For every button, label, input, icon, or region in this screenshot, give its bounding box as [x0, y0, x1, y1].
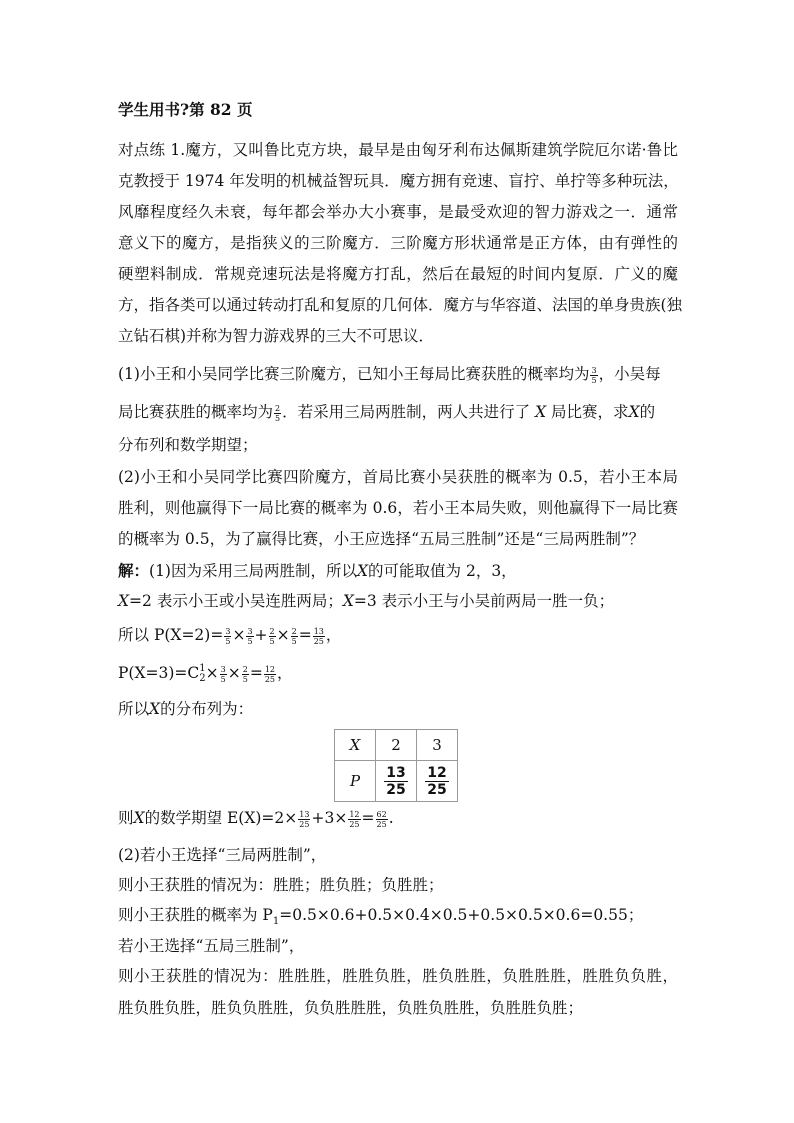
intro-line-1: 对点练 1.魔方，又叫鲁比克方块，最早是由匈牙利布达佩斯建筑学院厄尔诺·鲁比 — [118, 141, 678, 159]
intro-line-4: 意义下的魔方，是指狭义的三阶魔方．三阶魔方形状通常是正方体，由有弹性的 — [118, 234, 678, 252]
solution-line-2: X=2 表示小王或小吴连胜两局；X=3 表示小王与小吴前两局一胜一负； — [118, 592, 615, 610]
table-cell: 2 — [376, 730, 417, 761]
table-cell: 3 — [417, 730, 458, 761]
distribution-table — [334, 729, 458, 802]
solution-line-12: 胜负胜负胜，胜负负胜胜，负负胜胜胜，负胜负胜胜，负胜胜负胜； — [118, 999, 584, 1017]
page-header: 学生用书?第 82 页 — [118, 100, 253, 119]
table-cell: P — [335, 761, 376, 802]
solution-line-1: 解：(1)因为采用三局两胜制，所以X的可能取值为 2，3， — [118, 561, 517, 580]
table-cell: $\frac{12}{25}$ — [417, 761, 458, 802]
intro-line-6: 方，指各类可以通过转动打乱和复原的几何体．魔方与华容道、法国的单身贵族(独 — [118, 296, 683, 314]
question-2-line-2: 胜利，则他赢得下一局比赛的概率为 0.6，若小王本局失败，则他赢得下一局比赛 — [118, 499, 678, 517]
solution-line-6: 则X的数学期望 E(X)=2× $\frac{13}{25}$ +3× $\frac{12}{25}$ = $\frac{62}{25}$ . — [118, 809, 394, 829]
solution-line-4: P(X=3)=C 1 2 × $\frac{3}{5}$ × $\frac{2}{5}$ = $\frac{12}{25}$ ， — [118, 663, 293, 684]
fraction: $\frac{2}{5}$ — [275, 403, 281, 423]
question-2-line-3: 的概率为 0.5，为了赢得比赛，小王应选择“五局三胜制”还是“三局两胜制”？ — [118, 530, 645, 548]
intro-line-5: 硬塑料制成．常规竞速玩法是将魔方打乱，然后在最短的时间内复原．广义的魔 — [118, 265, 678, 283]
table-row — [335, 730, 458, 761]
solution-line-3: 所以 P(X=2)= $\frac{3}{5}$ × $\frac{3}{5}$ + $\frac{2}{5}$ × $\frac{2}{5}$ = $\frac{13}{25}$ ， — [118, 626, 342, 646]
solution-line-9: 则小王获胜的概率为 $P_1=0.5\times 0.6+0.5\times 0.4\times 0.5+0.5\times 0.5\times 0.6=0.55$； — [118, 906, 644, 928]
question-1-line-1: (1)小王和小吴同学比赛三阶魔方，已知小王每局比赛获胜的概率均为 $\frac{3}{5}$ ，小吴每 — [118, 365, 661, 385]
table-row — [335, 761, 458, 802]
question-2-line-1: (2)小王和小吴同学比赛四阶魔方，首局比赛小吴获胜的概率为 0.5，若小王本局 — [118, 468, 678, 486]
solution-line-10: 若小王选择“五局三胜制”， — [118, 937, 305, 955]
table-cell: $\frac{13}{25}$ — [376, 761, 417, 802]
solution-label: 解： — [118, 561, 150, 580]
intro-line-3: 风靡程度经久未衰，每年都会举办大小赛事，是最受欢迎的智力游戏之一．通常 — [118, 203, 678, 221]
solution-line-8: 则小王获胜的情况为：胜胜；胜负胜；负胜胜； — [118, 876, 444, 894]
table-cell: X — [335, 730, 376, 761]
question-1-line-2: 局比赛获胜的概率均为 $\frac{2}{5}$ ．若采用三局两胜制，两人共进行了 X 局比赛，求X的 — [118, 403, 656, 423]
question-1-line-3: 分布列和数学期望； — [118, 436, 258, 454]
intro-line-7: 立钻石棋)并称为智力游戏界的三大不可思议． — [118, 327, 435, 345]
solution-line-5: 所以X的分布列为： — [118, 700, 254, 718]
solution-line-11: 则小王获胜的情况为：胜胜胜，胜胜负胜，胜负胜胜，负胜胜胜，胜胜负负胜， — [118, 967, 678, 985]
fraction: $\frac{3}{5}$ — [591, 365, 597, 385]
solution-line-7: (2)若小王选择“三局两胜制”， — [118, 846, 327, 864]
intro-line-2: 克教授于 1974 年发明的机械益智玩具．魔方拥有竞速、盲拧、单拧等多种玩法， — [118, 172, 679, 190]
